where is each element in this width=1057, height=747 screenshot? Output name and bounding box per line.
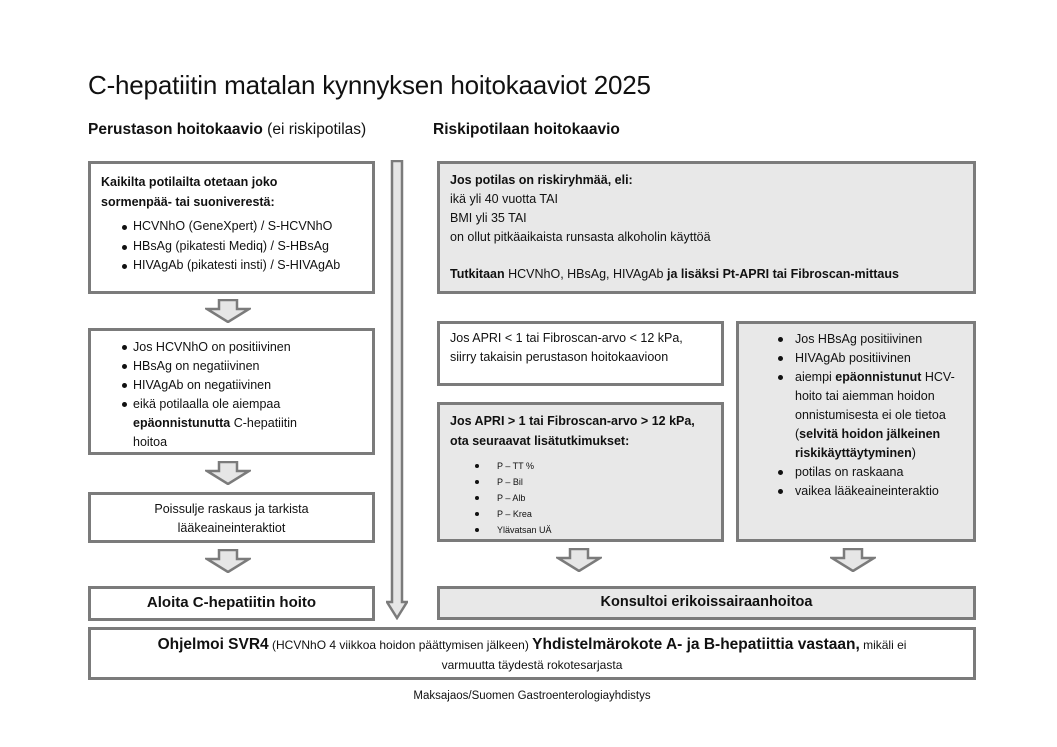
risk-tests-line: Tutkitaan HCVNhO, HBsAg, HIVAgAb ja lisäksi Pt-APRI tai Fibroscan-mittaus	[450, 267, 899, 281]
sample-intro-line2: sormenpää- tai suoniverestä:	[101, 195, 275, 209]
list-item: HIVAgAb on negatiivinen	[101, 376, 362, 395]
list-item: HCVNhO (GeneXpert) / S-HCVNhO	[101, 217, 362, 237]
sample-collection-box	[88, 161, 375, 294]
consult-conditions-box	[736, 321, 976, 542]
follow-up-line1: Ohjelmoi SVR4 (HCVNhO 4 viikkoa hoidon päättymisen jälkeen) Yhdistelmärokote A- ja B-hepatiittia vastaan, mikäli ei	[157, 636, 907, 653]
high-apri-box	[437, 402, 724, 542]
risk-criterion-age: ikä yli 40 vuotta TAI	[450, 192, 558, 206]
high-apri-line2: ota seuraavat lisätutkimukset:	[450, 434, 630, 448]
additional-tests-list	[450, 458, 711, 538]
bullet-icon	[778, 337, 783, 342]
sample-intro-line1: Kaikilta potilailta otetaan joko	[101, 175, 278, 189]
bullet-icon	[122, 345, 127, 350]
basic-flow-heading-bold: Perustason hoitokaavio	[88, 121, 263, 138]
risk-criterion-bmi: BMI yli 35 TAI	[450, 211, 527, 225]
bullet-icon	[475, 512, 479, 516]
high-apri-line1: Jos APRI > 1 tai Fibroscan-arvo > 12 kPa,	[450, 414, 695, 428]
bullet-icon	[122, 364, 127, 369]
bullet-icon	[475, 480, 479, 484]
down-arrow-icon	[205, 461, 251, 485]
start-treatment-box: Aloita C-hepatiitin hoito	[88, 586, 375, 621]
bullet-icon	[778, 470, 783, 475]
bullet-icon	[778, 356, 783, 361]
list-item: P – TT %	[450, 458, 711, 474]
risk-criterion-alcohol: on ollut pitkäaikaista runsasta alkoholin käyttöä	[450, 230, 711, 244]
follow-up-line2: varmuutta täydestä rokotesarjasta	[441, 658, 623, 672]
bullet-icon	[778, 489, 783, 494]
risk-flow-heading: Riskipotilaan hoitokaavio	[433, 121, 620, 138]
consult-conditions-list	[747, 330, 965, 501]
bullet-icon	[122, 245, 127, 250]
page-title: C-hepatiitin matalan kynnyksen hoitokaaviot 2025	[88, 70, 651, 100]
down-arrow-icon	[830, 548, 876, 572]
list-item: HIVAgAb (pikatesti insti) / S-HIVAgAb	[101, 256, 362, 276]
basic-flow-heading-note: (ei riskipotilas)	[262, 121, 367, 138]
risk-group-box	[437, 161, 976, 294]
low-apri-box	[437, 321, 724, 386]
pregnancy-line: Poissulje raskaus ja tarkista	[154, 502, 309, 516]
list-item: Ylävatsan UÄ	[450, 522, 711, 538]
interaction-line: lääkeaineinteraktiot	[177, 521, 286, 535]
bullet-icon	[475, 528, 479, 532]
eligibility-list	[101, 338, 362, 452]
list-item: P – Krea	[450, 506, 711, 522]
bullet-icon	[122, 383, 127, 388]
bullet-icon	[475, 496, 479, 500]
bullet-icon	[475, 464, 479, 468]
list-item: Jos HCVNhO on positiivinen	[101, 338, 362, 357]
risk-group-heading: Jos potilas on riskiryhmää, eli:	[450, 173, 633, 187]
list-item: eikä potilaalla ole aiempaa epäonnistunutta C-hepatiitin hoitoa	[101, 395, 362, 452]
down-arrow-icon	[556, 548, 602, 572]
bullet-icon	[778, 375, 783, 380]
list-item: aiempi epäonnistunut HCV- hoito tai aiemman hoidon onnistumisesta ei ole tietoa (selvitä hoidon jälkeinen riskikäyttäytyminen)	[747, 368, 965, 463]
bullet-icon	[122, 402, 127, 407]
list-item: Jos HBsAg positiivinen	[747, 330, 965, 349]
long-down-arrow-icon	[386, 160, 408, 620]
list-item: vaikea lääkeaineinteraktio	[747, 482, 965, 501]
list-item: HIVAgAb positiivinen	[747, 349, 965, 368]
list-item: HBsAg on negatiivinen	[101, 357, 362, 376]
bullet-icon	[122, 225, 127, 230]
bullet-icon	[122, 264, 127, 269]
pregnancy-interaction-box	[88, 492, 375, 543]
list-item: P – Bil	[450, 474, 711, 490]
sample-test-list	[101, 217, 362, 276]
list-item: HBsAg (pikatesti Mediq) / S-HBsAg	[101, 237, 362, 257]
follow-up-box	[88, 627, 976, 680]
down-arrow-icon	[205, 549, 251, 573]
consult-specialist-box: Konsultoi erikoissairaanhoitoa	[437, 586, 976, 620]
down-arrow-icon	[205, 299, 251, 323]
footer-credit: Maksajaos/Suomen Gastroenterologiayhdistys	[413, 690, 651, 702]
low-apri-line2: siirry takaisin perustason hoitokaavioon	[450, 350, 669, 364]
eligibility-box	[88, 328, 375, 455]
basic-flow-heading	[88, 121, 366, 139]
low-apri-line1: Jos APRI < 1 tai Fibroscan-arvo < 12 kPa,	[450, 331, 683, 345]
list-item: P – Alb	[450, 490, 711, 506]
list-item: potilas on raskaana	[747, 463, 965, 482]
